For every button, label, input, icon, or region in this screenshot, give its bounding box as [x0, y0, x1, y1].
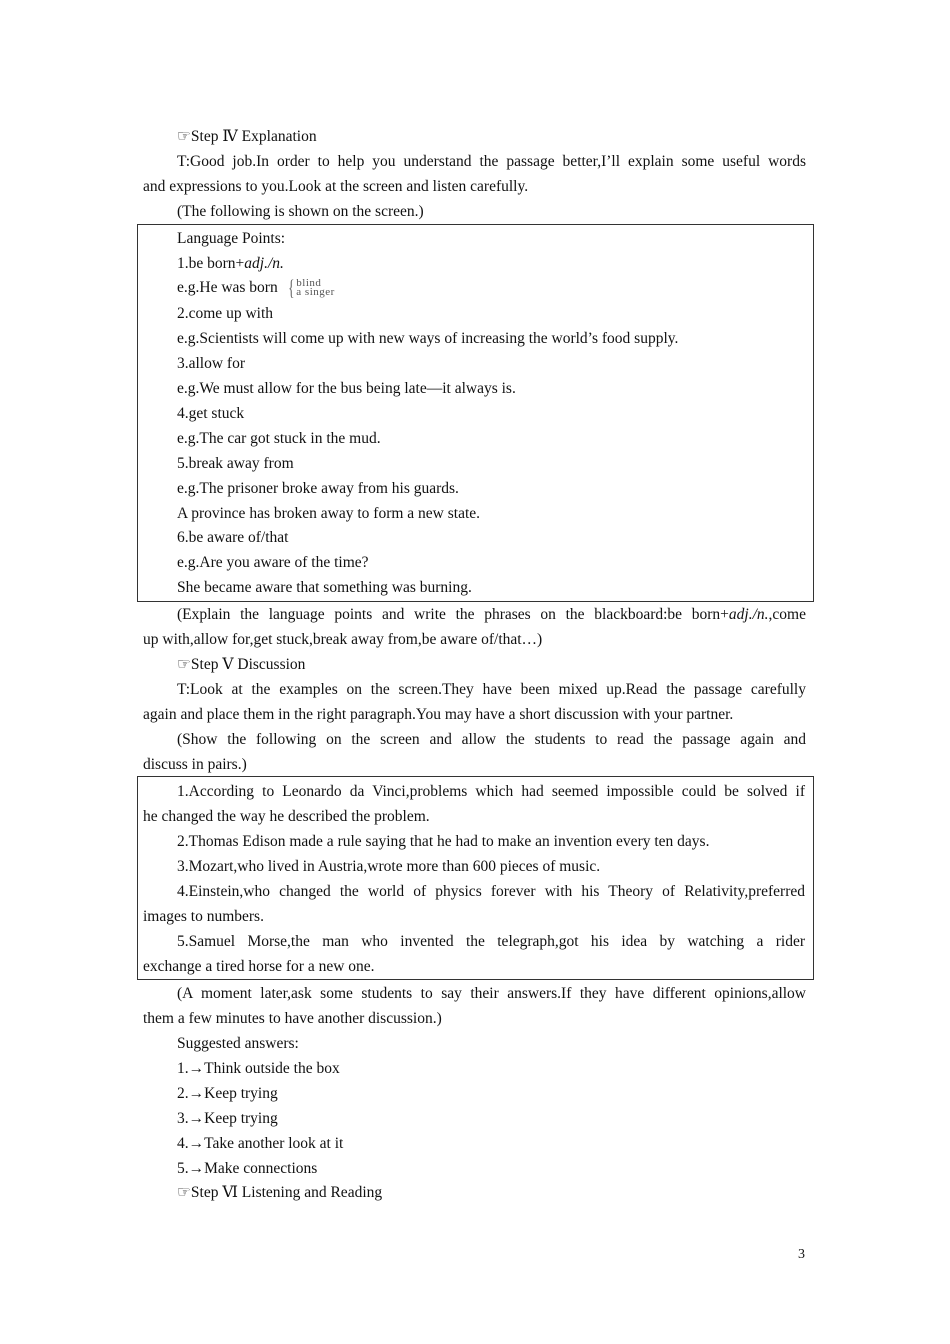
explain-line1-text: (Explain the language points and write the phrases on the blackboard:be born+: [177, 606, 729, 623]
point-4-example: e.g.The car got stuck in the mud.: [177, 430, 381, 447]
explain-line2: up with,allow for,get stuck,break away from,be aware of/that…): [143, 631, 543, 648]
point-1-text: 1.be born+: [177, 255, 245, 272]
point-3: 3.allow for: [177, 355, 246, 372]
step5-heading: ☞Step Ⅴ Discussion: [177, 656, 306, 673]
point-6-example-2: She became aware that something was burning.: [177, 579, 472, 596]
example-2: 2.Thomas Edison made a rule saying that he had to make an invention every ten days.: [177, 833, 710, 850]
step6-heading: ☞Step Ⅵ Listening and Reading: [177, 1184, 383, 1201]
point-6: 6.be aware of/that: [177, 529, 289, 546]
answer-3: 3.→Keep trying: [177, 1110, 278, 1127]
example-1-line1: 1.According to Leonardo da Vinci,problems which had seemed impossible could be solved if: [177, 783, 805, 800]
answer-2: 2.→Keep trying: [177, 1085, 278, 1102]
example-1-line2: he changed the way he described the problem.: [143, 808, 430, 825]
explain-line1-suffix: ,come: [768, 606, 806, 623]
point-4: 4.get stuck: [177, 405, 245, 422]
point-6-example-1: e.g.Are you aware of the time?: [177, 554, 369, 571]
point-2: 2.come up with: [177, 305, 273, 322]
answer-1: 1.→Think outside the box: [177, 1060, 340, 1077]
after-line1: (A moment later,ask some students to say their answers.If they have different opinions,allow: [177, 985, 806, 1002]
step5-t-line1: T:Look at the examples on the screen.They have been mixed up.Read the passage carefully: [177, 681, 806, 698]
point-5: 5.break away from: [177, 455, 294, 472]
example-3: 3.Mozart,who lived in Austria,wrote more than 600 pieces of music.: [177, 858, 601, 875]
after-line2: them a few minutes to have another discussion.): [143, 1010, 442, 1027]
option-a-singer: a singer: [296, 286, 335, 299]
step5-show-line1: (Show the following on the screen and allow the students to read the passage again and: [177, 731, 806, 748]
step4-intro-line1: T:Good job.In order to help you understand the passage better,I’ll explain some useful words: [177, 153, 806, 170]
page-number: 3: [798, 1247, 805, 1262]
point-1: [177, 251, 284, 276]
point-1-italic: adj./n.: [244, 255, 284, 272]
step5-show-line2: discuss in pairs.): [143, 756, 247, 773]
explain-line1: [177, 602, 806, 627]
point-2-example: e.g.Scientists will come up with new ways of increasing the world’s food supply.: [177, 330, 679, 347]
suggested-answers-title: Suggested answers:: [177, 1035, 299, 1052]
answer-5: 5.→Make connections: [177, 1160, 318, 1177]
answer-4: 4.→Take another look at it: [177, 1135, 344, 1152]
brace-options: [286, 277, 335, 299]
curly-brace-icon: {: [287, 275, 295, 301]
example-4-line2: images to numbers.: [143, 908, 264, 925]
point-3-example: e.g.We must allow for the bus being late—it always is.: [177, 380, 516, 397]
step4-shown-note: (The following is shown on the screen.): [177, 203, 424, 220]
point-5-example-2: A province has broken away to form a new state.: [177, 505, 481, 522]
example-5-line2: exchange a tired horse for a new one.: [143, 958, 375, 975]
option-blind: blind: [296, 277, 322, 290]
step5-t-line2: again and place them in the right paragraph.You may have a short discussion with your partner.: [143, 706, 734, 723]
point-1-example-text: e.g.He was born: [177, 279, 278, 296]
language-points-title: Language Points:: [177, 230, 286, 247]
explain-line1-italic: adj./n.: [728, 606, 769, 623]
point-1-example: [177, 275, 335, 300]
step4-intro-line2: and expressions to you.Look at the screen and listen carefully.: [143, 178, 529, 195]
example-4-line1: 4.Einstein,who changed the world of physics forever with his Theory of Relativity,preferred: [177, 883, 805, 900]
example-5-line1: 5.Samuel Morse,the man who invented the telegraph,got his idea by watching a rider: [177, 933, 805, 950]
step4-heading: ☞Step Ⅳ Explanation: [177, 128, 317, 145]
point-5-example-1: e.g.The prisoner broke away from his guards.: [177, 480, 459, 497]
